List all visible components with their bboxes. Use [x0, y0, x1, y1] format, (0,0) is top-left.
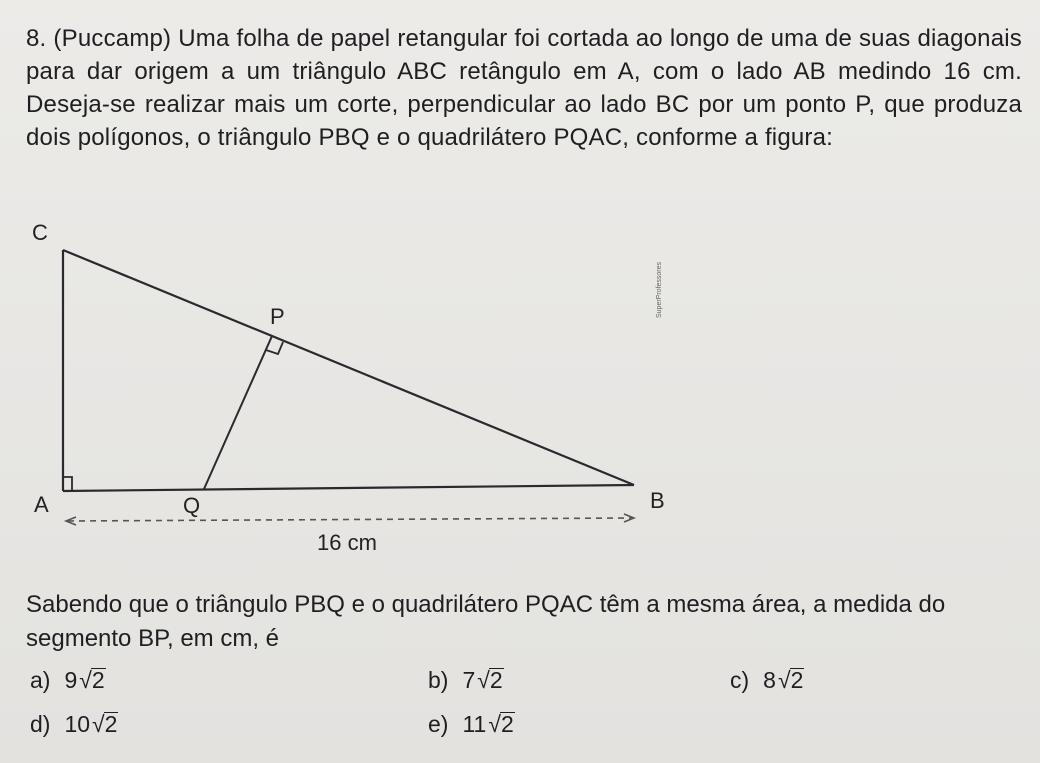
label-q: Q [183, 493, 201, 518]
option-c[interactable] [730, 665, 804, 695]
option-coef: 7 [462, 667, 476, 693]
option-radicand: 2 [500, 711, 514, 737]
triangle-figure [0, 200, 700, 570]
option-coef: 9 [64, 667, 78, 693]
option-e[interactable] [428, 709, 515, 739]
label-a: A [34, 492, 49, 517]
option-radicand: 2 [489, 667, 503, 693]
sqrt-icon: √ [92, 711, 105, 737]
label-p: P [270, 304, 285, 329]
problem-statement [26, 22, 1022, 154]
side-ab [63, 485, 634, 491]
option-a[interactable] [30, 665, 106, 695]
option-d[interactable] [30, 709, 118, 739]
option-letter: e) [428, 711, 449, 737]
option-radicand: 2 [790, 667, 804, 693]
question-text: Sabendo que o triângulo PBQ e o quadrilátero PQAC têm a mesma área, a medida do segmento BP, em cm, é [26, 591, 946, 652]
option-coef: 8 [763, 667, 776, 693]
label-b: B [650, 488, 665, 513]
sqrt-icon: √ [79, 667, 92, 693]
watermark: SuperProfessores [656, 261, 663, 318]
problem-source: (Puccamp) [53, 25, 172, 52]
option-letter: a) [30, 667, 51, 693]
label-c: C [32, 220, 48, 245]
option-b[interactable] [428, 665, 504, 695]
option-letter: c) [730, 667, 750, 693]
option-coef: 11 [462, 711, 487, 737]
option-letter: b) [428, 667, 449, 693]
option-radicand: 2 [91, 667, 105, 693]
sqrt-icon: √ [477, 667, 490, 693]
right-angle-a [63, 477, 72, 490]
measure-line [68, 518, 632, 521]
option-coef: 10 [64, 711, 91, 737]
problem-text: Uma folha de papel retangular foi cortada ao longo de uma de suas diagonais para dar origem a um triângulo ABC retângulo em A, com o lado AB medindo 16 cm. Deseja-se realizar mais um corte, perpendicular ao lado BC por um ponto P, que produza dois polígonos, o triângulo PBQ e o quadrilátero PQAC, conforme a figura: [26, 25, 1023, 151]
option-letter: d) [30, 711, 51, 737]
sqrt-icon: √ [777, 667, 791, 693]
problem-number: 8. [26, 25, 47, 52]
segment-pq [204, 336, 272, 489]
option-radicand: 2 [104, 711, 118, 737]
sqrt-icon: √ [488, 711, 501, 737]
measure-label: 16 cm [317, 530, 377, 555]
side-cb [63, 250, 634, 485]
